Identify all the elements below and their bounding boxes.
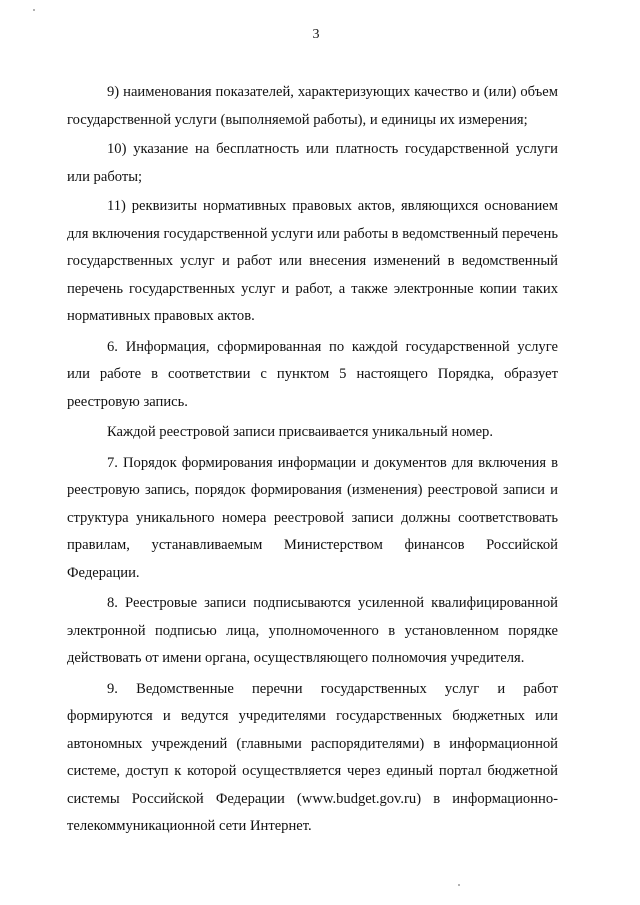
paragraph-item-11: 11) реквизиты нормативных правовых актов, являющихся основанием для включения государственной услуги или работы в ведомственный перечень государственных услуг и работ или внесения изменений в ведомственный перечень государственных услуг и работ, а также электронные копии таких нормативных правовых актов. [67,198,558,324]
paragraph-item-10: 10) указание на бесплатность или платность государственной услуги или работы; [67,141,558,185]
paragraph-section-7: 7. Порядок формирования информации и документов для включения в реестровую запись, порядок формирования (изменения) реестровой записи и структура уникального номера реестровой записи должны соответствовать правилам, устанавливаемым Министерством финансов Российской Федерации. [67,454,558,581]
paragraph-unique-number: Каждой реестровой записи присваивается уникальный номер. [107,424,493,440]
scan-speck [458,884,460,886]
page-number: 3 [312,27,320,42]
paragraph-section-9: 9. Ведомственные перечни государственных услуг и работ формируются и ведутся учредителями государственных бюджетных или автономных учреждений (главными распорядителями) в информационной системе, доступ к которой осуществляется через единый портал бюджетной системы Российской Федерации (www.budget.gov.ru) в информационно-телекоммуникационной сети Интернет. [67,680,558,834]
paragraph-section-6: 6. Информация, сформированная по каждой государственной услуге или работе в соответствии с пунктом 5 настоящего Порядка, образует реестровую запись. [67,338,558,410]
paragraph-item-9: 9) наименования показателей, характеризующих качество и (или) объем государственной услуги (выполняемой работы), и единицы их измерения; [67,84,558,128]
document-body [67,79,558,841]
paragraph-section-8: 8. Реестровые записи подписываются усиленной квалифицированной электронной подписью лица, уполномоченного в установленном порядке действовать от имени органа, осуществляющего полномочия учредителя. [67,595,558,666]
scan-speck [33,9,35,11]
